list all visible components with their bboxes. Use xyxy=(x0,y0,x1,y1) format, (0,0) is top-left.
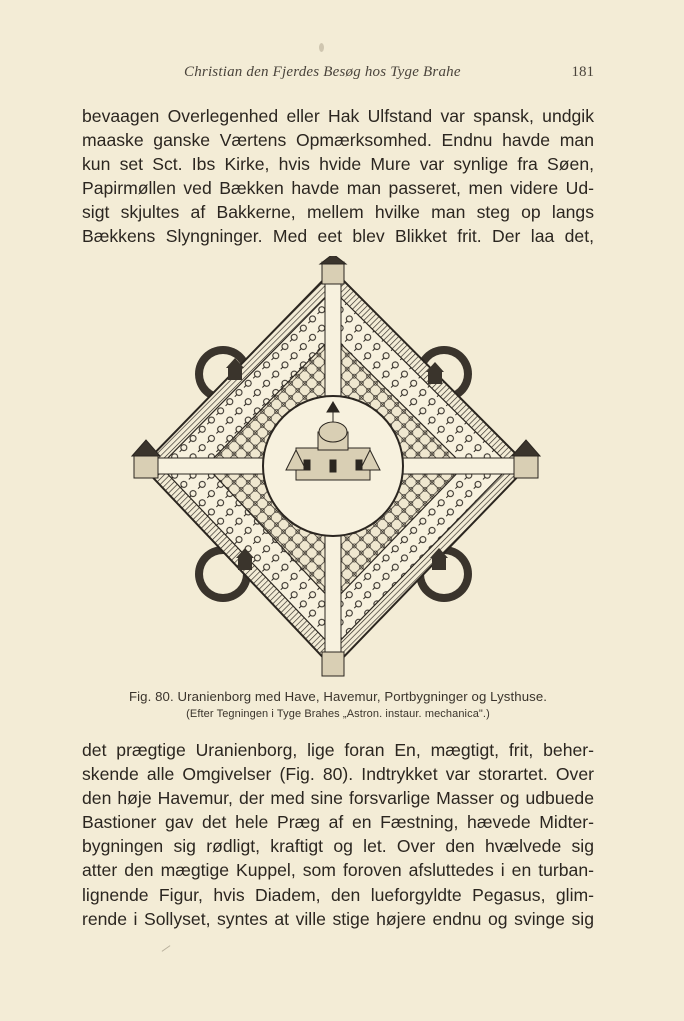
figure-caption: Fig. 80. Uranienborg med Have, Havemur, Portbygninger og Lysthuse. xyxy=(128,689,548,704)
text-line: atter den mægtige Kuppel, som foroven afsluttedes i en turban- xyxy=(82,860,594,881)
paragraph-top xyxy=(82,104,594,249)
text-line: bevaagen Overlegenhed eller Hak Ulfstand var spansk, undgik xyxy=(82,106,594,126)
text-line: lignende Figur, hvis Diadem, den lueforgyldte Pegasus, glim- xyxy=(82,884,594,905)
ink-speck xyxy=(319,43,324,52)
figure-credit: (Efter Tegningen i Tyge Brahes „Astron. instaur. mechanica".) xyxy=(186,708,490,720)
text-line: rende i Sollyset, syntes at ville stige højere endnu og svinge sig xyxy=(82,908,594,929)
paragraph-bottom xyxy=(82,738,594,931)
text-line: Bastioner gav det hele Præg af en Fæstning, hævede Midter- xyxy=(82,812,594,833)
pencil-mark xyxy=(162,945,171,952)
text-line: sigt skjultes af Bakkerne, mellem hvilke man steg op langs xyxy=(82,202,594,223)
text-line: den høje Havemur, der med sine forsvarlige Masser og udbuede xyxy=(82,788,594,809)
text-line: Bækkens Slyngninger. Med eet blev Blikket frit. Der laa det, xyxy=(82,226,594,247)
page-number: 181 xyxy=(571,64,594,80)
text-line: skende alle Omgivelser (Fig. 80). Indtrykket var storartet. Over xyxy=(82,764,594,785)
text-line: kun set Sct. Ibs Kirke, hvis hvide Mure var synlige fra Søen, xyxy=(82,154,594,175)
text-line: maaske ganske Værtens Opmærksomhed. Endnu havde man xyxy=(82,130,594,151)
uranienborg-engraving xyxy=(128,256,544,684)
garden-plan-illustration xyxy=(128,256,544,684)
text-line: det prægtige Uranienborg, lige foran En, mægtigt, frit, beher- xyxy=(82,740,594,760)
text-line: Papirmøllen ved Bækken havde man passeret, men videre Ud- xyxy=(82,178,594,199)
text-line: bygningen sig rødligt, kraftigt og let. Over den hvælvede sig xyxy=(82,836,594,857)
running-title: Christian den Fjerdes Besøg hos Tyge Brahe xyxy=(184,64,461,80)
